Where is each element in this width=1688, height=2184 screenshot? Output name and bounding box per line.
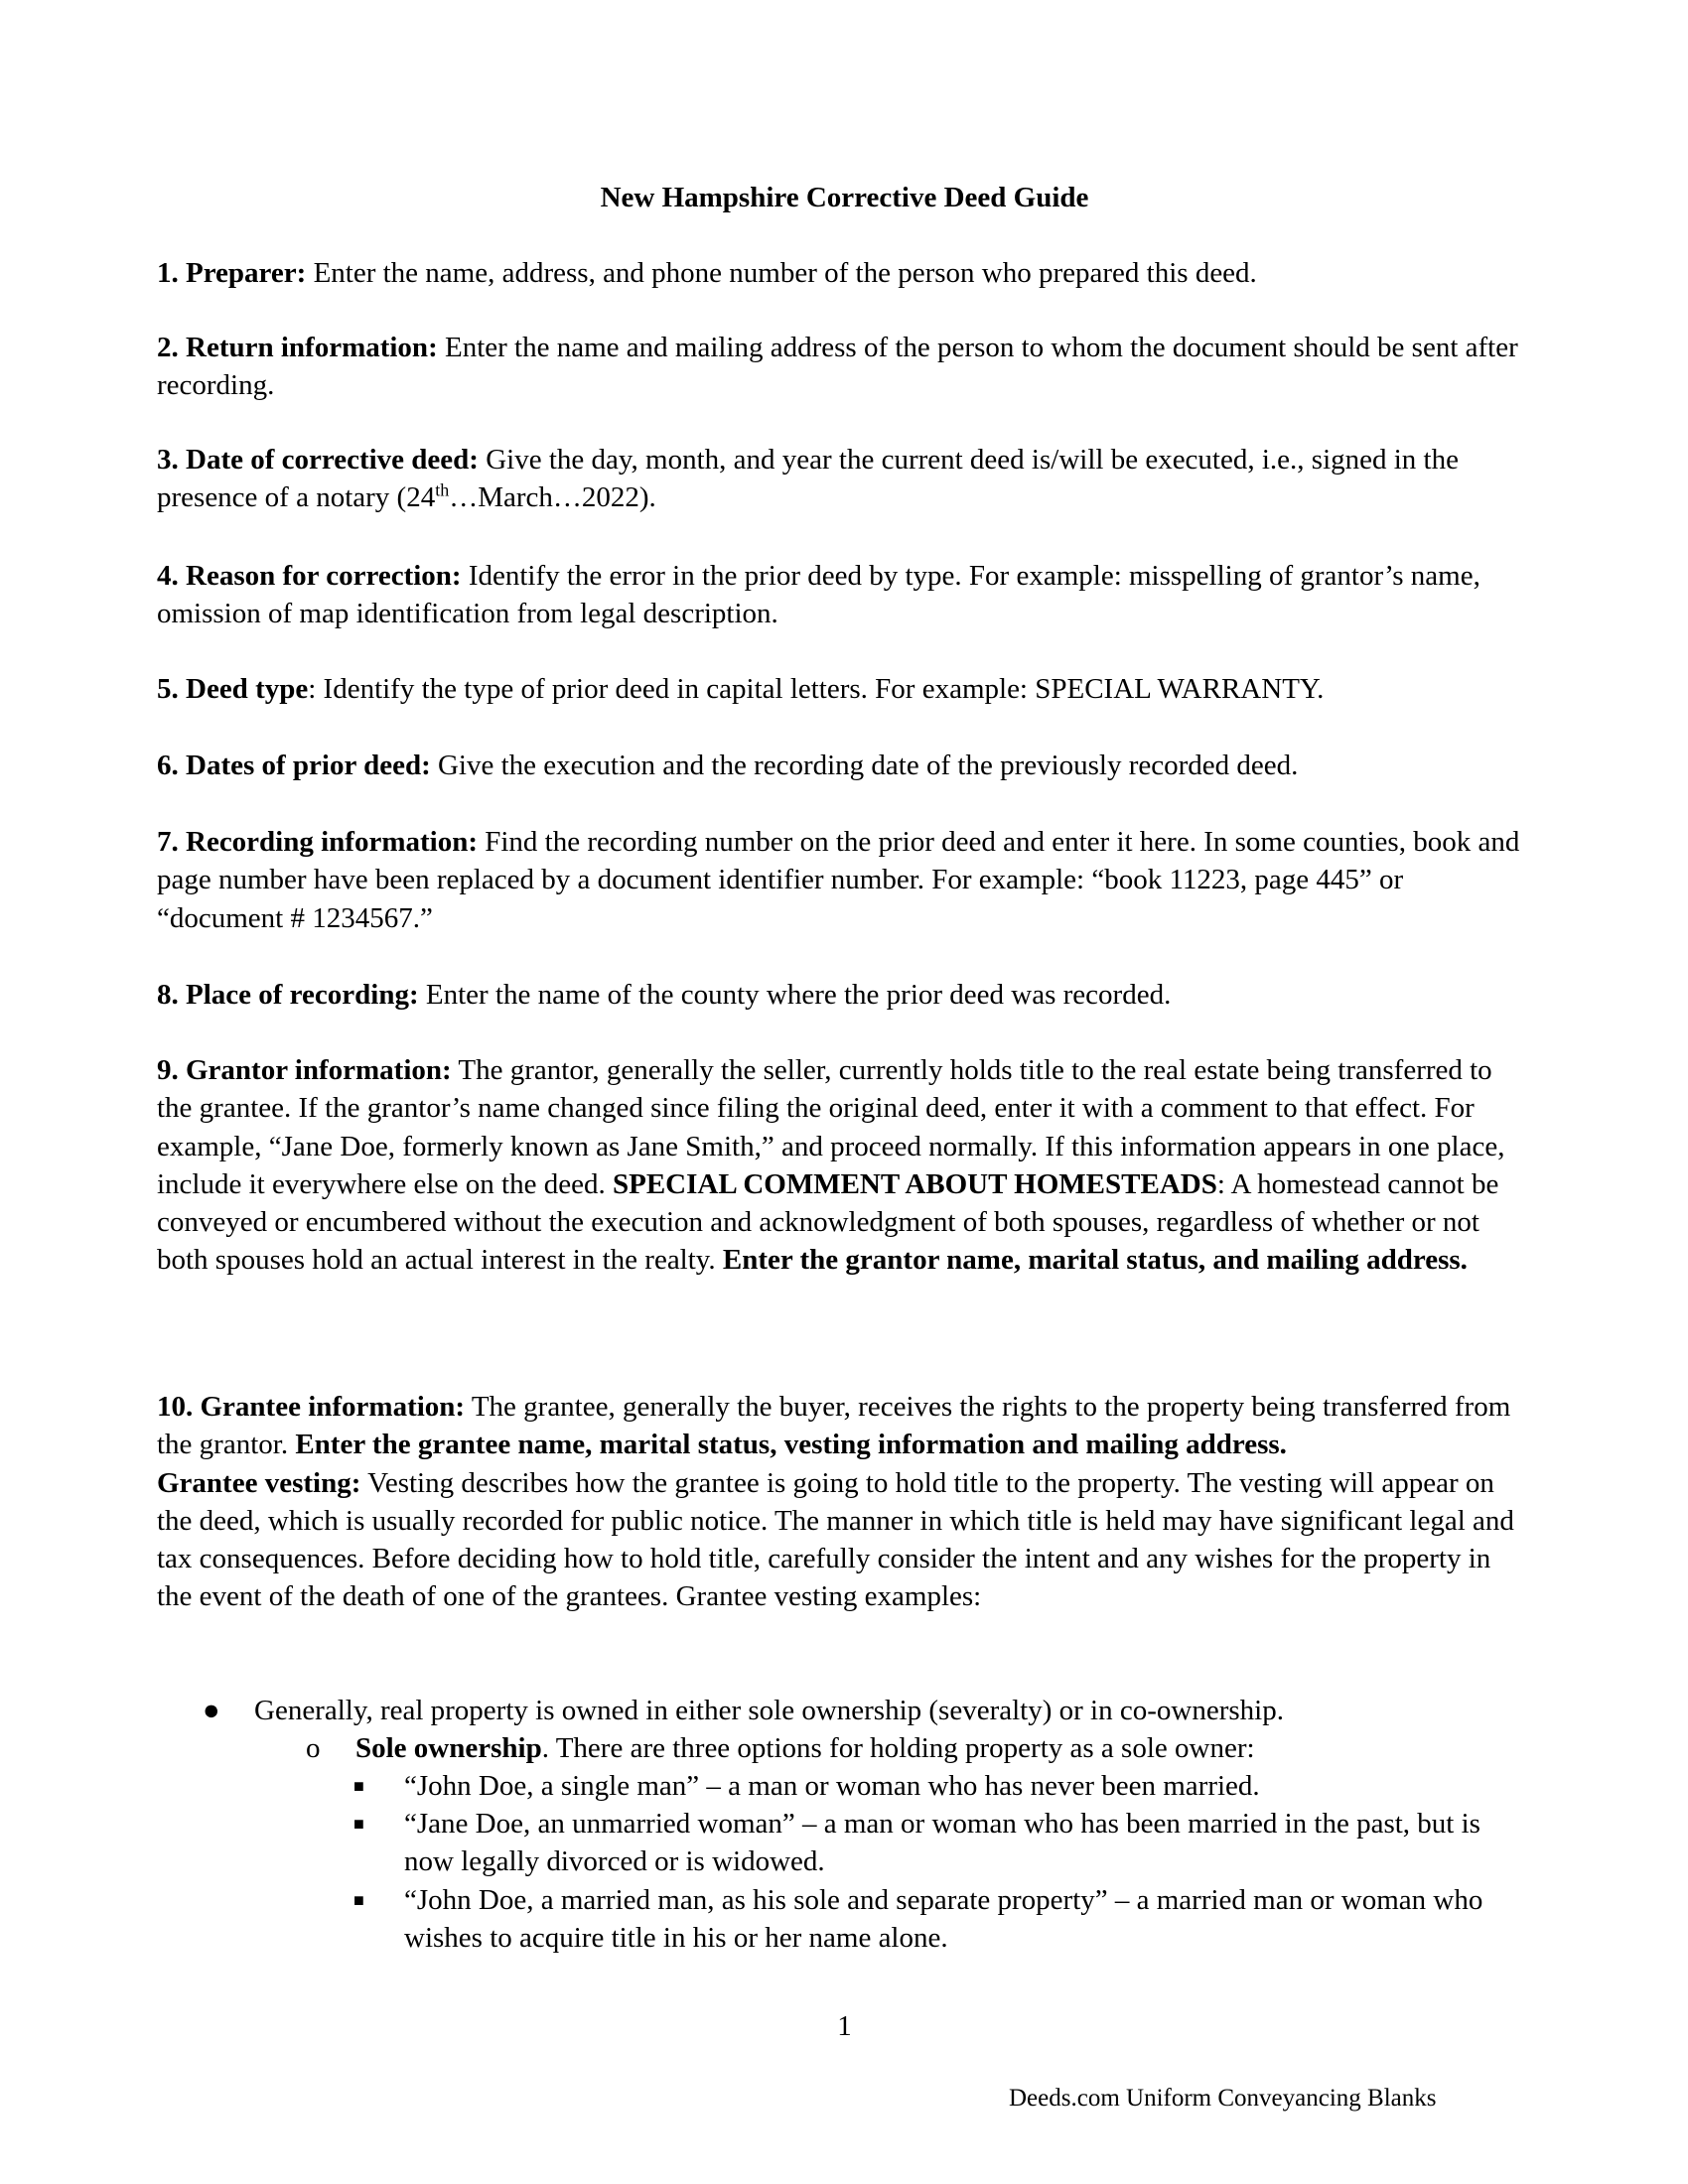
- item-label: 8. Place of recording:: [157, 979, 419, 1011]
- item-text: Enter the name and mailing address of the person to whom the document should be sent after recording.: [157, 332, 1518, 402]
- item-label: 7. Recording information:: [157, 826, 478, 858]
- list-subsubitem: “John Doe, a married man, as his sole and separate property” – a married man or woman who wishes to acquire title in his or her name alone.: [404, 1884, 1483, 1955]
- sole-ownership-text: . There are three options for holding property as a sole owner:: [541, 1732, 1255, 1764]
- item-date-of-corrective-deed: [157, 441, 1532, 517]
- item-label: 9. Grantor information:: [157, 1054, 452, 1086]
- item-return-information: [157, 329, 1532, 405]
- item-label: 1. Preparer:: [157, 257, 307, 289]
- item-label: 2. Return information:: [157, 332, 438, 363]
- bullet-circle-icon: o: [306, 1732, 321, 1764]
- grantee-vesting-label: Grantee vesting:: [157, 1466, 361, 1499]
- list-subsubitem: “John Doe, a single man” – a man or woman who has never been married.: [404, 1770, 1260, 1802]
- item-text: Find the recording number on the prior deed and enter it here. In some counties, book and page number have been replaced by a document identifier number. For example: “book 11223, page 445” or “document # 1234567.”: [157, 826, 1520, 934]
- item-text-after: …March…2022).: [449, 481, 656, 514]
- grantor-instruction: Enter the grantor name, marital status, and mailing address.: [722, 1244, 1468, 1277]
- item-grantee-information: [157, 1388, 1532, 1616]
- grantee-instruction: Enter the grantee name, marital status, vesting information and mailing address.: [295, 1429, 1287, 1461]
- homestead-label: SPECIAL COMMENT ABOUT HOMESTEADS: [612, 1167, 1217, 1200]
- grantee-vesting-text: Vesting describes how the grantee is going to hold title to the property. The vesting will appear on the deed, which is usually recorded for public notice. The manner in which title is held may have significant legal and tax consequences. Before deciding how to hold title, carefully consider the intent and any wishes for the property in the event of the death of one of the grantees. Grantee vesting examples:: [157, 1466, 1514, 1613]
- list-item: Generally, real property is owned in either sole ownership (severalty) or in co-ownership.: [254, 1695, 1284, 1726]
- item-label: 4. Reason for correction:: [157, 560, 462, 592]
- item-label: 10. Grantee information:: [157, 1391, 466, 1423]
- item-text: Identify the error in the prior deed by type. For example: misspelling of grantor’s name, omission of map identification from legal description.: [157, 560, 1480, 630]
- item-grantor-information: [157, 1051, 1532, 1280]
- item-text: Enter the name, address, and phone number of the person who prepared this deed.: [306, 257, 1257, 289]
- item-deed-type: [157, 670, 1532, 708]
- item-recording-information: [157, 823, 1532, 937]
- item-preparer: [157, 254, 1532, 292]
- item-text: The grantor, generally the seller, currently holds title to the real estate being transferred to the grantee. If the grantor’s name changed since filing the original deed, enter it with a comment to that effect. For example, “Jane Doe, formerly known as Jane Smith,” and proceed normally. If this information appears in one place, include it everywhere else on the deed.: [157, 1054, 1505, 1200]
- list-subitem-sole-ownership: [355, 1729, 1532, 1767]
- list-subsubitem: “Jane Doe, an unmarried woman” – a man or woman who has been married in the past, but is now legally divorced or is widowed.: [404, 1808, 1480, 1878]
- item-dates-of-prior-deed: [157, 747, 1532, 784]
- bullet-square-icon: ■: [353, 1814, 364, 1834]
- item-text: Enter the name of the county where the prior deed was recorded.: [418, 979, 1172, 1011]
- page-title: New Hampshire Corrective Deed Guide: [600, 182, 1089, 213]
- item-label: 5. Deed type: [157, 673, 309, 705]
- item-text: : Identify the type of prior deed in capital letters. For example: SPECIAL WARRANTY.: [308, 673, 1325, 705]
- homestead-text: : A homestead cannot be conveyed or encumbered without the execution and acknowledgment of both spouses, regardless of whether or not both spouses hold an actual interest in the realty.: [157, 1167, 1499, 1277]
- item-reason-for-correction: [157, 557, 1532, 633]
- footer-text: Deeds.com Uniform Conveyancing Blanks: [1009, 2085, 1437, 2112]
- item-text: Give the execution and the recording date of the previously recorded deed.: [430, 750, 1299, 781]
- bullet-square-icon: ■: [353, 1776, 364, 1796]
- item-text: The grantee, generally the buyer, receives the rights to the property being transferred from the grantor.: [157, 1391, 1511, 1461]
- item-label: 6. Dates of prior deed:: [157, 750, 431, 781]
- item-label: 3. Date of corrective deed:: [157, 444, 479, 476]
- item-text: Give the day, month, and year the current deed is/will be executed, i.e., signed in the presence of a notary (24: [157, 444, 1459, 514]
- page-number: 1: [837, 2010, 852, 2042]
- item-place-of-recording: [157, 976, 1532, 1014]
- bullet-disc-icon: ●: [203, 1695, 220, 1726]
- sole-ownership-label: Sole ownership: [355, 1732, 542, 1764]
- bullet-square-icon: ■: [353, 1890, 364, 1910]
- item-superscript: th: [435, 479, 450, 500]
